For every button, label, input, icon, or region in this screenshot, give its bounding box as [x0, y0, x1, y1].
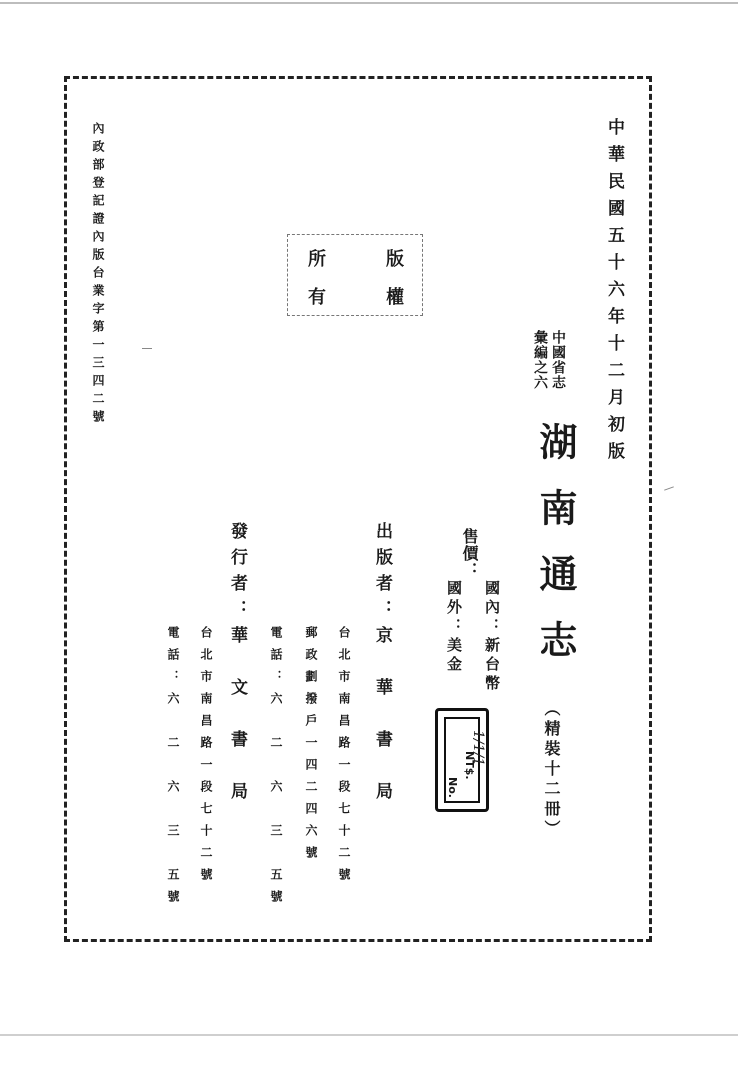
publisher-address: 台北市南昌路一段七十二號: [337, 626, 351, 890]
publisher-postal-account: 郵政劃撥戶一四二四六號: [304, 626, 318, 868]
distributor-label: 發行者：華 文 書 局: [227, 522, 247, 808]
copyright-char-4: 有: [308, 287, 326, 308]
price-stamp-handwriting: 1/1/1: [470, 730, 486, 767]
copyright-char-3: 所: [308, 249, 326, 270]
book-title: 湖南通志: [533, 422, 578, 686]
scan-speck: [664, 486, 674, 490]
scan-edge-bottom: [0, 1034, 738, 1036]
publisher-telephone: 電話：六 二 六 三 五號: [269, 626, 283, 912]
copyright-box: [287, 234, 423, 316]
distributor-telephone: 電話：六 二 六 三 五號: [166, 626, 180, 912]
series-line-1: 中國省志: [550, 330, 566, 390]
price-label: 售價：: [460, 528, 479, 579]
price-stamp-currency: NT$.: [463, 751, 476, 780]
copyright-char-2: 權: [386, 287, 404, 308]
series-line-2: 彙編之六: [532, 330, 548, 390]
price-stamp-number: No.: [446, 777, 459, 798]
scan-speck: [142, 348, 152, 349]
scan-edge-top: [0, 2, 738, 4]
edition-date: 中華民國五十六年十二月初版: [604, 118, 624, 469]
copyright-char-1: 版: [386, 249, 404, 270]
series-info: [531, 330, 567, 390]
price-domestic: 國內：新台幣: [483, 580, 501, 694]
price-foreign: 國外：美金: [445, 580, 463, 675]
volume-note: （精裝十二冊）: [542, 700, 561, 840]
registration-number: 內政部登記證內版台業字第一三四二號: [91, 122, 105, 428]
distributor-address: 台北市南昌路一段七十二號: [199, 626, 213, 890]
publisher-label: 出版者：京 華 書 局: [372, 522, 392, 808]
